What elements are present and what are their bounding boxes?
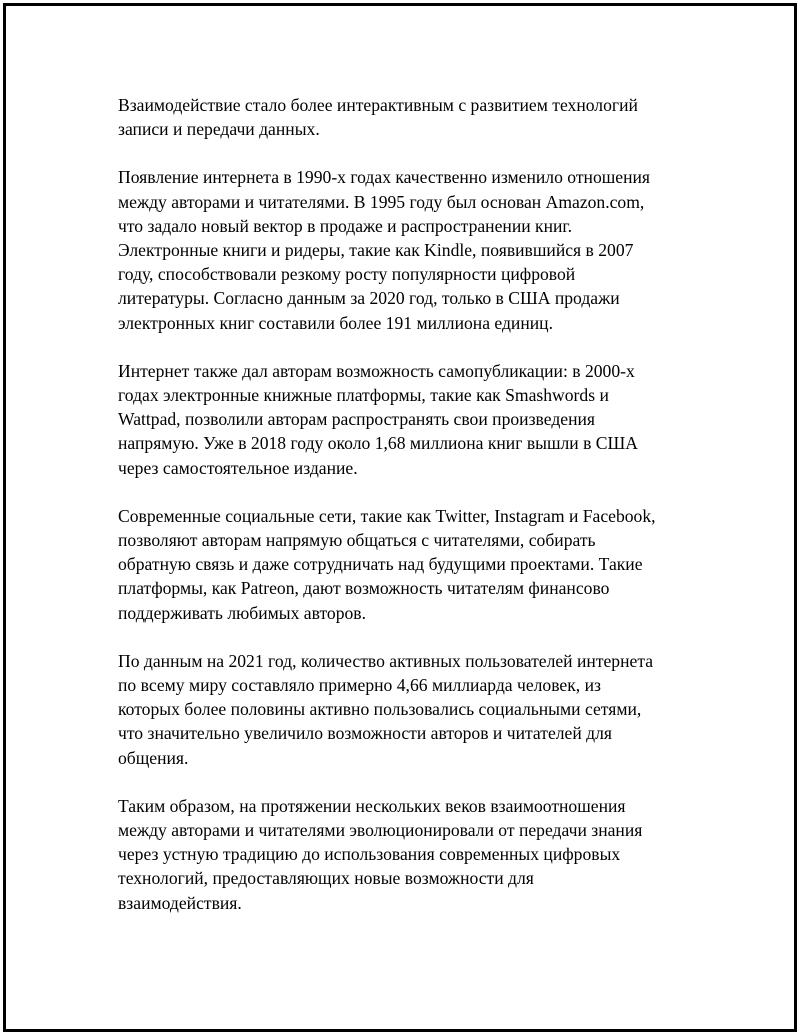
paragraph-3: Интернет также дал авторам возможность самопубликации: в 2000-х годах электронные книжные платформы, такие как Smashwords и Wattpad, позволили авторам распространять свои произведения напрямую. Уже в 2018 году около 1,68 миллиона книг вышли в США через самостоятельное издание.	[118, 360, 638, 478]
paragraph-5: По данным на 2021 год, количество активных пользователей интернета по всему миру составляло примерно 4,66 миллиарда человек, из которых более половины активно пользовались социальными сетями, что значительно увеличило возможности авторов и читателей для общения.	[118, 650, 654, 768]
document-body	[118, 93, 688, 939]
paragraph-1: Взаимодействие стало более интерактивным с развитием технологий записи и передачи данных.	[118, 95, 638, 140]
paragraph-4: Современные социальные сети, такие как Twitter, Instagram и Facebook, позволяют авторам напрямую общаться с читателями, собирать обратную связь и даже сотрудничать над будущими проектами. Такие платформы, как Patreon, дают возможность читателям финансово поддерживать любимых авторов.	[118, 505, 656, 623]
paragraph-6: Таким образом, на протяжении нескольких веков взаимоотношения между авторами и читателями эволюционировали от передачи знания через устную традицию до использования современных цифровых технологий, предоставляющих новые возможности для взаимодействия.	[118, 795, 643, 913]
paragraph-2: Появление интернета в 1990-х годах качественно изменило отношения между авторами и читателями. В 1995 году был основан Amazon.com, что задало новый вектор в продаже и распространении книг. Электронные книги и ридеры, такие как Kindle, появившийся в 2007 году, способствовали резкому росту популярности цифровой литературы. Согласно данным за 2020 год, только в США продажи электронных книг составили более 191 миллиона единиц.	[118, 167, 651, 333]
